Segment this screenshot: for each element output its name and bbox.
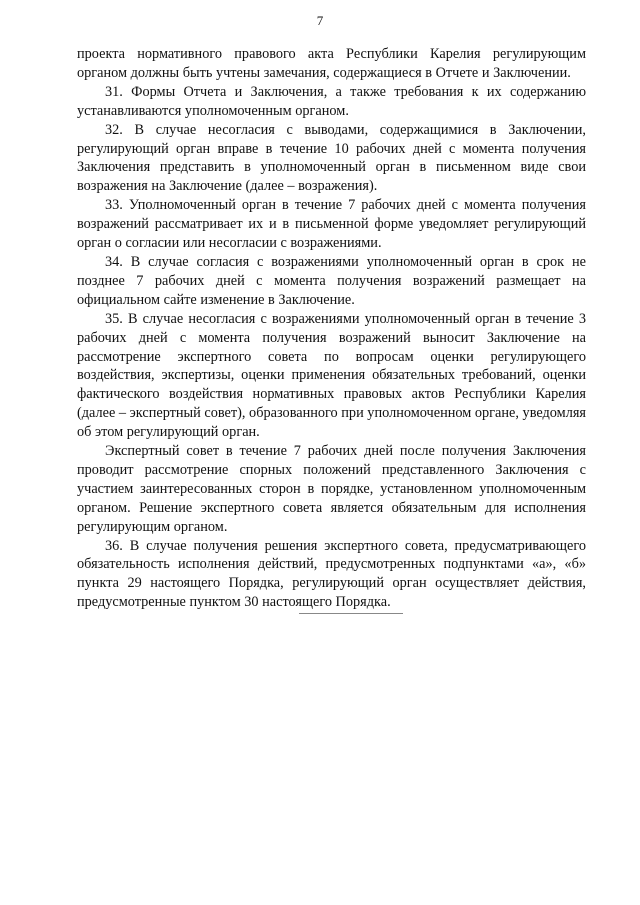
paragraph-continuation: проекта нормативного правового акта Республики Карелия регулирующим органом должны быть учтены замечания, содержащиеся в Отчете и Заключении. <box>77 46 586 81</box>
paragraph-36: 36. В случае получения решения экспертного совета, предусматривающего обязательность исполнения действий, предусмотренных подпунктами «а», «б» пункта 29 настоящего Порядка, регулирующий орган осуществляет действия, предусмотренные пунктом 30 настоящего Порядка. <box>77 537 586 611</box>
paragraph-33: 33. Уполномоченный орган в течение 7 рабочих дней с момента получения возражений рассматривает их и в письменной форме уведомляет регулирующий орган о согласии или несогласии с возражениями. <box>77 197 586 252</box>
document-body <box>77 45 586 612</box>
paragraph-32: 32. В случае несогласия с выводами, содержащимися в Заключении, регулирующий орган вправе в течение 10 рабочих дней с момента получения Заключения представить в уполномоченный орган в письменном виде свои возражения на Заключение (далее – возражения). <box>77 121 586 195</box>
end-of-document-rule <box>299 613 403 614</box>
paragraph-35: 35. В случае несогласия с возражениями уполномоченный орган в течение 3 рабочих дней с момента получения возражений выносит Заключение на рассмотрение экспертного совета по вопросам оценки регулирующего воздействия, экспертизы, оценки применения обязательных требований, оценки фактического воздействия нормативных правовых актов Республики Карелия (далее – экспертный совет), образованного при уполномоченном органе, уведомляя об этом регулирующий орган. <box>77 310 586 441</box>
paragraph-31: 31. Формы Отчета и Заключения, а также требования к их содержанию устанавливаются уполномоченным органом. <box>77 83 586 119</box>
paragraph-34: 34. В случае согласия с возражениями уполномоченный орган в срок не позднее 7 рабочих дней с момента получения возражений размещает на официальном сайте изменение в Заключение. <box>77 253 586 308</box>
paragraph-35-expert-council: Экспертный совет в течение 7 рабочих дней после получения Заключения проводит рассмотрение спорных положений представленного Заключения с участием заинтересованных сторон в порядке, установленном уполномоченным органом. Решение экспертного совета является обязательным для исполнения регулирующим органом. <box>77 443 586 535</box>
page-number: 7 <box>316 13 324 28</box>
